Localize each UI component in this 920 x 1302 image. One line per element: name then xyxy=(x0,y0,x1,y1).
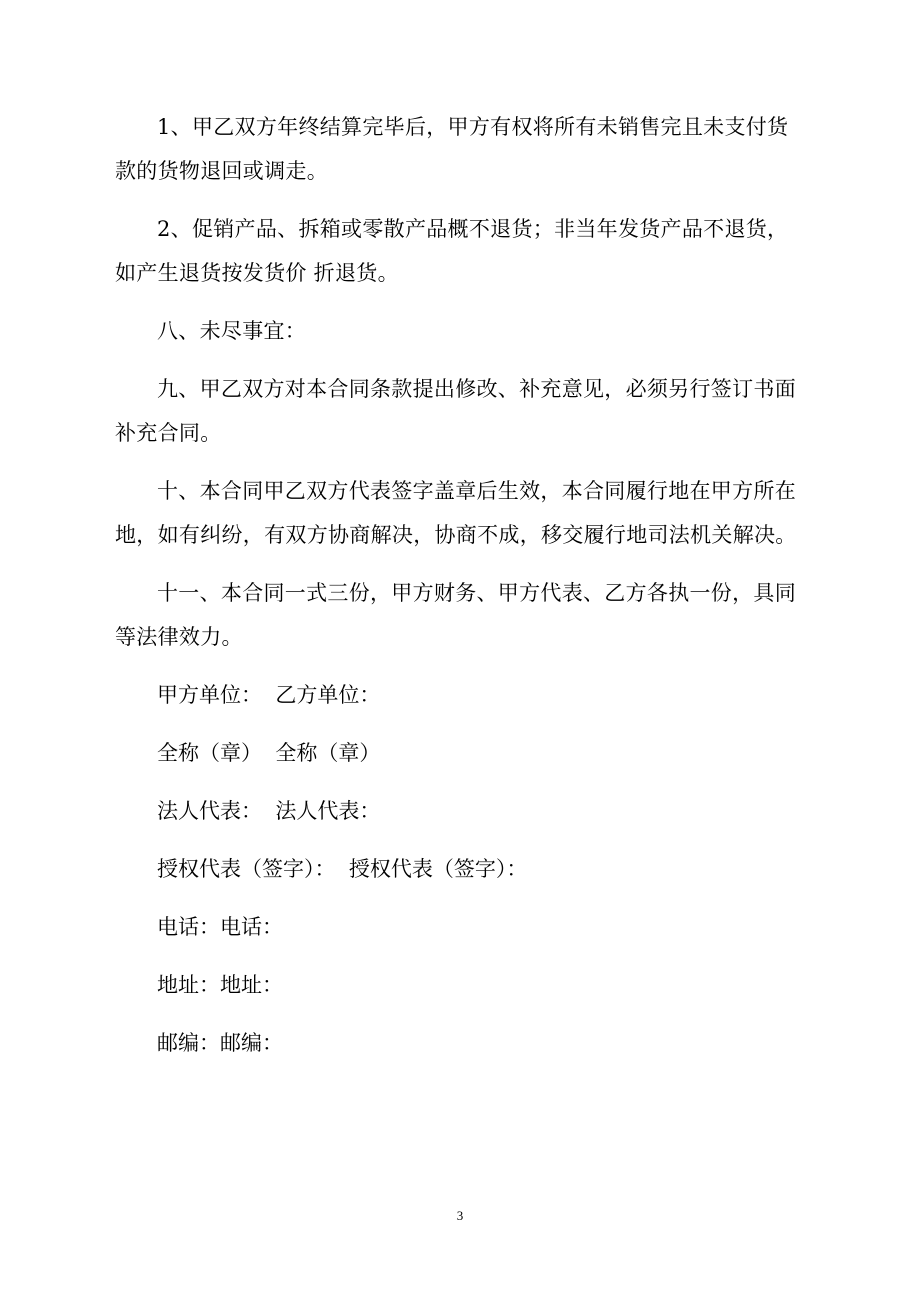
signature-field-legal-representative: 法人代表： 法人代表： xyxy=(157,799,381,823)
clause-effectiveness: 十、本合同甲乙双方代表签字盖章后生效，本合同履行地在甲方所在地，如有纠纷，有双方协商解决，协商不成，移交履行地司法机关解决。 xyxy=(115,479,797,547)
clause-amendment: 九、甲乙双方对本合同条款提出修改、补充意见，必须另行签订书面补充合同。 xyxy=(115,377,796,445)
clause-copies: 十一、本合同一式三份，甲方财务、甲方代表、乙方各执一份，具同等法律效力。 xyxy=(115,581,796,649)
signature-field-postcode: 邮编：邮编： xyxy=(157,1031,283,1055)
signature-field-address: 地址：地址： xyxy=(157,973,283,997)
signature-field-phone: 电话：电话： xyxy=(157,915,283,939)
page-number: 3 xyxy=(456,1208,464,1223)
clause-no-return: 2、促销产品、拆箱或零散产品概不退货；非当年发货产品不退货，如产生退货按发货价 折退货。 xyxy=(115,217,789,285)
section-heading-unfinished-matters: 八、未尽事宜： xyxy=(157,319,307,343)
clause-return-goods: 1、甲乙双方年终结算完毕后，甲方有权将所有未销售完且未支付货款的货物退回或调走。 xyxy=(115,115,789,183)
signature-field-full-name-seal: 全称（章） 全称（章） xyxy=(157,741,381,765)
signature-field-party-unit: 甲方单位： 乙方单位： xyxy=(157,683,381,707)
signature-field-authorized-representative: 授权代表（签字）： 授权代表（签字）： xyxy=(157,857,528,881)
document-body xyxy=(115,105,805,1079)
